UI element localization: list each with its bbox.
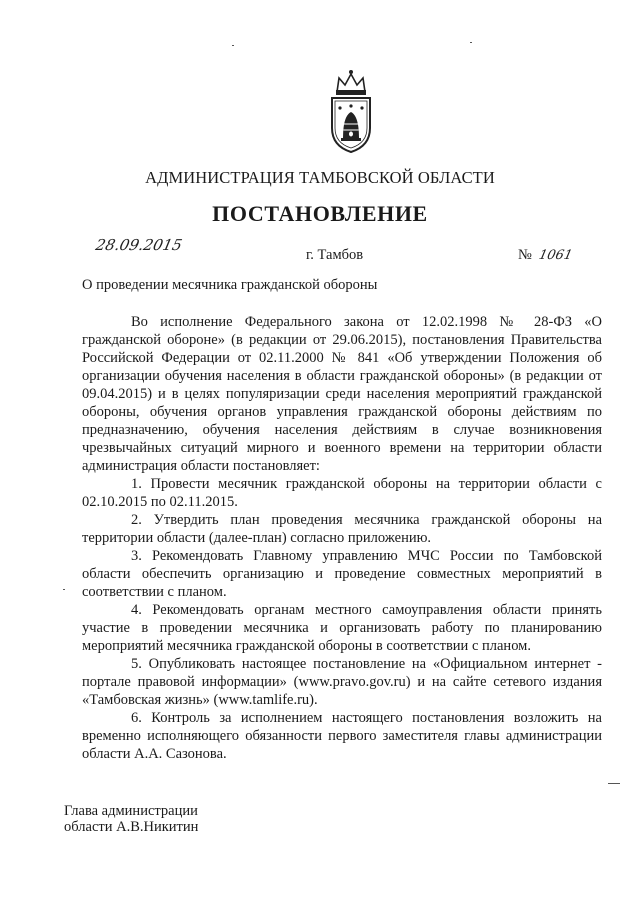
handwritten-number: 1061	[537, 248, 575, 263]
document-subject: О проведении месячника гражданской обороны	[82, 277, 378, 293]
clause-paragraph: 6. Контроль за исполнением настоящего постановления возложить на временно исполняющего обязанности первого заместителя главы администрации области А.А. Сазонова.	[82, 710, 602, 762]
number-label: №	[518, 247, 532, 263]
scan-speck	[232, 45, 234, 46]
city-name: г. Тамбов	[306, 247, 364, 263]
clause-paragraph: 1. Провести месячник гражданской обороны на территории области с 02.10.2015 по 02.11.2015.	[82, 476, 602, 510]
clause-paragraph: 2. Утвердить план проведения месячника гражданской обороны на территории области (далее-план) согласно приложению.	[82, 512, 602, 546]
scan-speck	[470, 42, 472, 43]
document-body	[82, 313, 602, 763]
signature-block	[64, 803, 198, 835]
clause-paragraph: 5. Опубликовать настоящее постановление на «Официальном интернет - портале правовой информации» (www.pravo.gov.ru) и на сайте сетевого издания «Тамбовская жизнь» (www.tamlife.ru).	[82, 656, 602, 708]
handwritten-date: 28.09.2015	[94, 236, 184, 254]
signature-title: Глава администрации	[64, 803, 198, 819]
document-type-title: ПОСТАНОВЛЕНИЕ	[212, 201, 428, 226]
clause-paragraph: 4. Рекомендовать органам местного самоуправления области принять участие в проведении месячника и организовать работу по планированию мероприятий месячника гражданской обороны в соответствии с планом.	[82, 602, 602, 654]
tambov-coat-of-arms-icon	[325, 66, 377, 154]
clause-paragraph: 3. Рекомендовать Главному управлению МЧС России по Тамбовской области обеспечить организацию и проведение совместных мероприятий в соответствии с планом.	[82, 548, 602, 600]
organization-name: АДМИНИСТРАЦИЯ ТАМБОВСКОЙ ОБЛАСТИ	[145, 168, 495, 187]
preamble-paragraph: Во исполнение Федерального закона от 12.02.1998 № 28-ФЗ «О гражданской обороне» (в редакции от 29.06.2015), постановления Правительства Российской Федерации от 02.11.2000 № 841 «Об утверждении Положения об организации обучения населения в области гражданской обороны» (в редакции от 09.04.2015) и в целях популяризации среди населения мероприятий гражданской обороны, обучения органов управления гражданской обороны действиям по предназначению, обучения населения действиям в случае возникновения чрезвычайных ситуаций мирного и военного времени на территории области администрация области постановляет:	[82, 314, 602, 474]
scan-speck	[63, 589, 65, 590]
document-number	[518, 247, 573, 264]
signature-name: области А.В.Никитин	[64, 819, 199, 835]
scan-speck	[608, 783, 620, 784]
